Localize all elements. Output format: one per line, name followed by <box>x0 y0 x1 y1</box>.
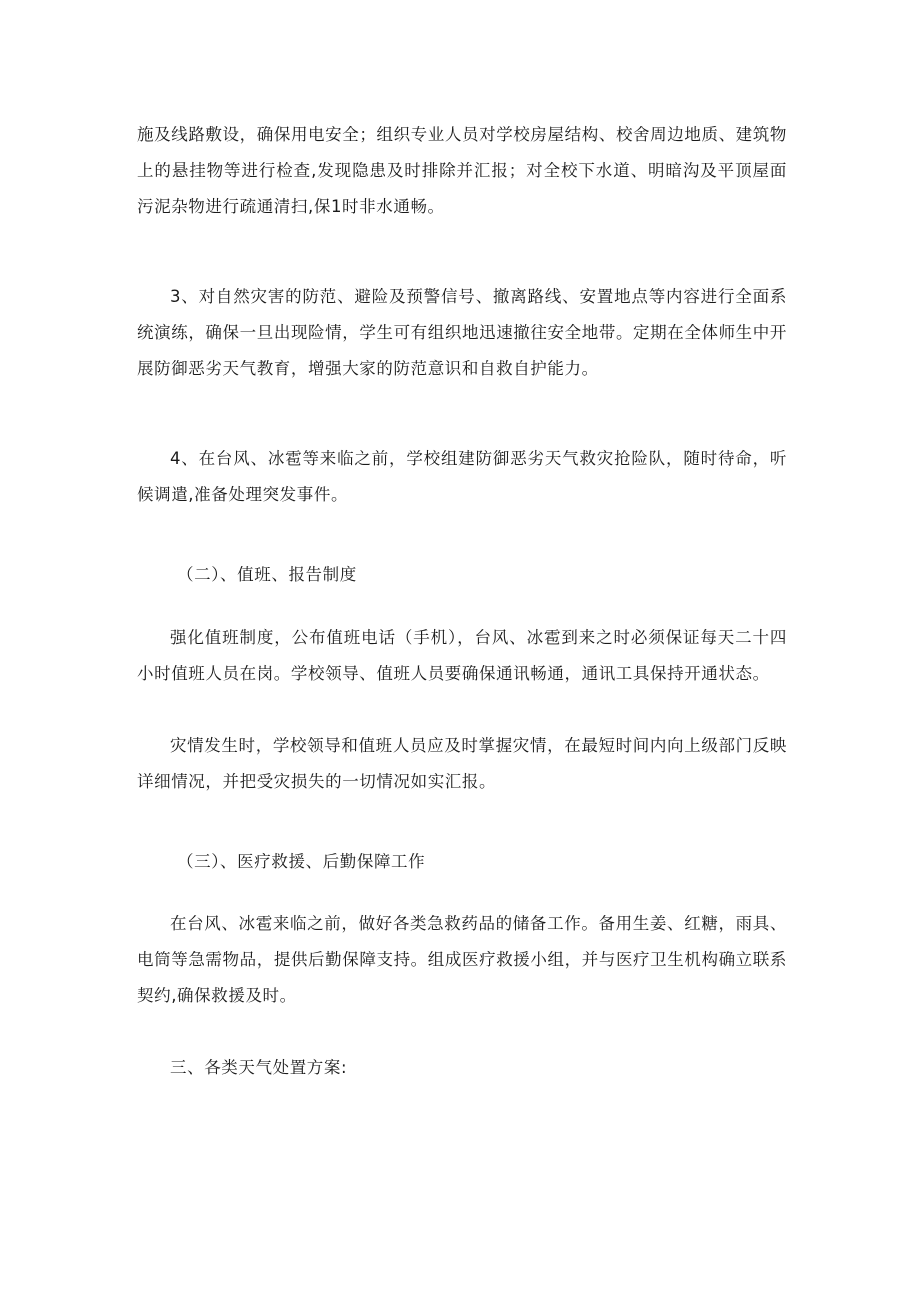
section-heading-medical-logistics: （三）、医疗救援、后勤保障工作 <box>177 852 426 871</box>
paragraph-medical-supplies: 在台风、冰雹来临之前，做好各类急救药品的储备工作。备用生姜、红糖，雨具、电筒等急需物品，提供后勤保障支持。组成医疗救援小组，并与医疗卫生机构确立联系契约,确保救援及时。 <box>137 914 787 1005</box>
paragraph-drill-training: 3、对自然灾害的防范、避险及预警信号、撤离路线、安置地点等内容进行全面系统演练，确保一旦出现险情，学生可有组织地迅速撤往安全地带。定期在全体师生中开展防御恶劣天气教育，增强大家的防范意识和自救自护能力。 <box>137 287 787 378</box>
section-heading-weather-plans: 三、各类天气处置方案: <box>170 1058 348 1077</box>
paragraph-disaster-report: 灾情发生时，学校领导和值班人员应及时掌握灾情，在最短时间内向上级部门反映详细情况，并把受灾损失的一切情况如实汇报。 <box>137 736 787 791</box>
paragraph-duty-system: 强化值班制度，公布值班电话（手机），台风、冰雹到来之时必须保证每天二十四小时值班人员在岗。学校领导、值班人员要确保通讯畅通，通讯工具保持开通状态。 <box>137 628 787 683</box>
paragraph-electrical-safety: 施及线路敷设，确保用电安全；组织专业人员对学校房屋结构、校舍周边地质、建筑物上的悬挂物等进行检查,发现隐患及时排除并汇报；对全校下水道、明暗沟及平顶屋面污泥杂物进行疏通清扫,保1时非水通畅。 <box>137 125 787 216</box>
paragraph-rescue-team: 4、在台风、冰雹等来临之前，学校组建防御恶劣天气救灾抢险队，随时待命，听候调遣,准备处理突发事件。 <box>137 449 787 504</box>
section-heading-duty-report: （二）、值班、报告制度 <box>177 565 357 584</box>
